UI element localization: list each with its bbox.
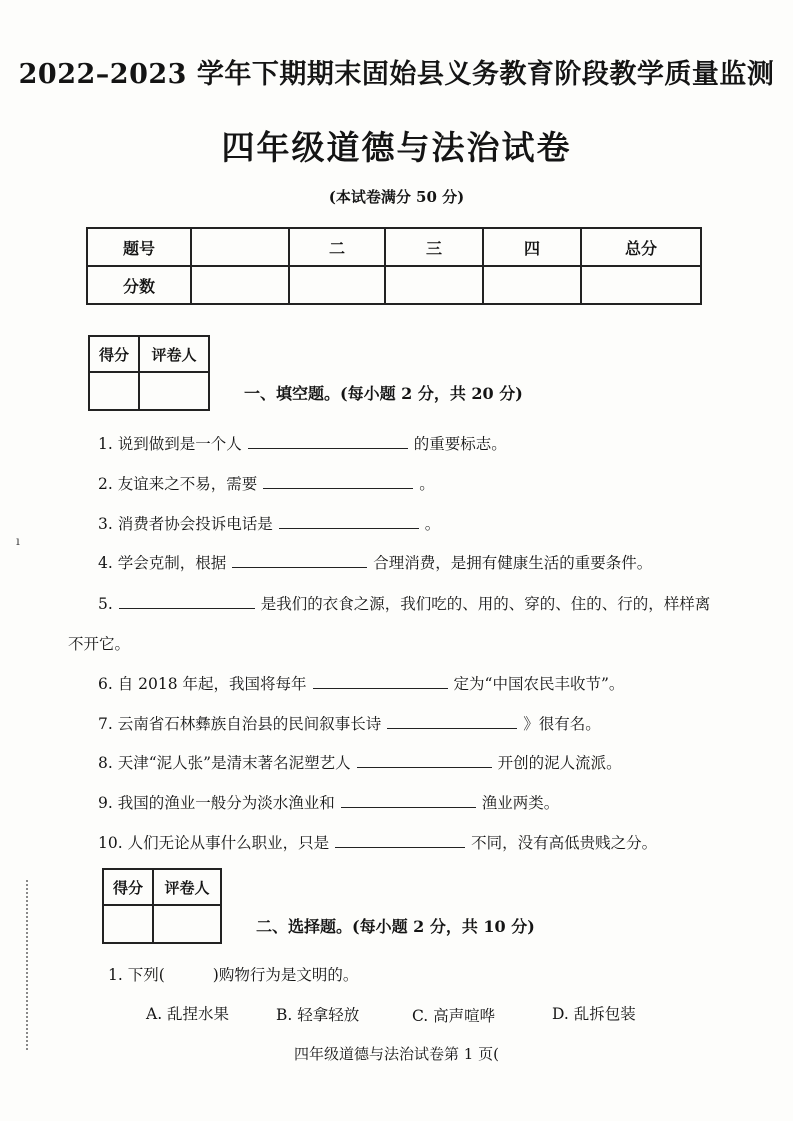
score-table-cell: 分数	[87, 266, 191, 304]
grader-name-label: 评卷人	[139, 336, 209, 372]
grader-name-cell	[153, 905, 221, 943]
score-table-cell	[191, 266, 289, 304]
question-3: 3. 消费者协会投诉电话是 。	[98, 512, 440, 534]
score-table-cell	[581, 266, 701, 304]
question-1: 1. 说到做到是一个人 的重要标志。	[98, 432, 507, 454]
grader-box	[88, 335, 210, 411]
grader-name-cell	[139, 372, 209, 410]
question-10: 10. 人们无论从事什么职业，只是 不同，没有高低贵贱之分。	[98, 831, 657, 853]
section-title: 一、填空题。(每小题 2 分，共 20 分)	[244, 384, 523, 403]
page-footer: 四年级道德与法治试卷第 1 页(	[294, 1045, 499, 1063]
question-5-continued: 不开它。	[68, 635, 131, 653]
grader-name-label: 评卷人	[153, 869, 221, 905]
answer-blank	[387, 713, 517, 730]
exam-subtitle: 四年级道德与法治试卷	[221, 128, 572, 167]
option-b: B. 轻拿轻放	[276, 1006, 360, 1024]
question-7: 7. 云南省石林彝族自治县的民间叙事长诗 》很有名。	[98, 712, 601, 734]
option-c: C. 高声喧哗	[412, 1007, 496, 1025]
question-6: 6. 自 2018 年起，我国将每年 定为“中国农民丰收节”。	[98, 672, 624, 694]
answer-blank	[335, 832, 465, 849]
option-a: A. 乱捏水果	[146, 1005, 230, 1023]
grader-score-cell	[89, 372, 139, 410]
score-table-cell	[385, 266, 483, 304]
answer-blank	[341, 792, 476, 809]
score-table-cell: 二	[289, 228, 385, 266]
question-9: 9. 我国的渔业一般分为淡水渔业和 渔业两类。	[98, 791, 559, 813]
question-8: 8. 天津“泥人张”是清末著名泥塑艺人 开创的泥人流派。	[98, 751, 622, 773]
full-score-note: (本试卷满分 50 分)	[328, 188, 465, 206]
score-table-score-row	[87, 266, 701, 304]
answer-blank	[119, 593, 255, 610]
choice-question-1: 1. 下列( )购物行为是文明的。	[108, 966, 359, 984]
answer-blank	[232, 552, 367, 569]
score-table-cell: 三	[385, 228, 483, 266]
grader-score-cell	[103, 905, 153, 943]
score-table-cell: 总分	[581, 228, 701, 266]
answer-blank	[263, 473, 413, 490]
score-table	[86, 227, 702, 305]
score-table-cell	[289, 266, 385, 304]
question-2: 2. 友谊来之不易，需要 。	[98, 472, 435, 494]
exam-title: 2022–2023 学年下期期末固始县义务教育阶段教学质量监测	[18, 59, 775, 90]
margin-mark: ı	[16, 534, 20, 548]
answer-blank	[313, 673, 448, 690]
answer-blank	[248, 433, 408, 450]
option-d: D. 乱拆包装	[552, 1005, 636, 1023]
score-table-header-row	[87, 228, 701, 266]
score-table-cell	[191, 228, 289, 266]
score-table-cell: 四	[483, 228, 581, 266]
grader-score-label: 得分	[103, 869, 153, 905]
answer-blank	[357, 752, 492, 769]
grader-box	[102, 868, 222, 944]
question-5: 5. 是我们的衣食之源，我们吃的、用的、穿的、住的、行的，样样离	[98, 592, 710, 614]
grader-score-label: 得分	[89, 336, 139, 372]
binding-dots	[26, 880, 30, 1050]
score-table-cell	[483, 266, 581, 304]
score-table-cell: 题号	[87, 228, 191, 266]
question-4: 4. 学会克制，根据 合理消费，是拥有健康生活的重要条件。	[98, 551, 652, 573]
section-title: 二、选择题。(每小题 2 分，共 10 分)	[256, 917, 535, 936]
answer-blank	[279, 513, 419, 530]
